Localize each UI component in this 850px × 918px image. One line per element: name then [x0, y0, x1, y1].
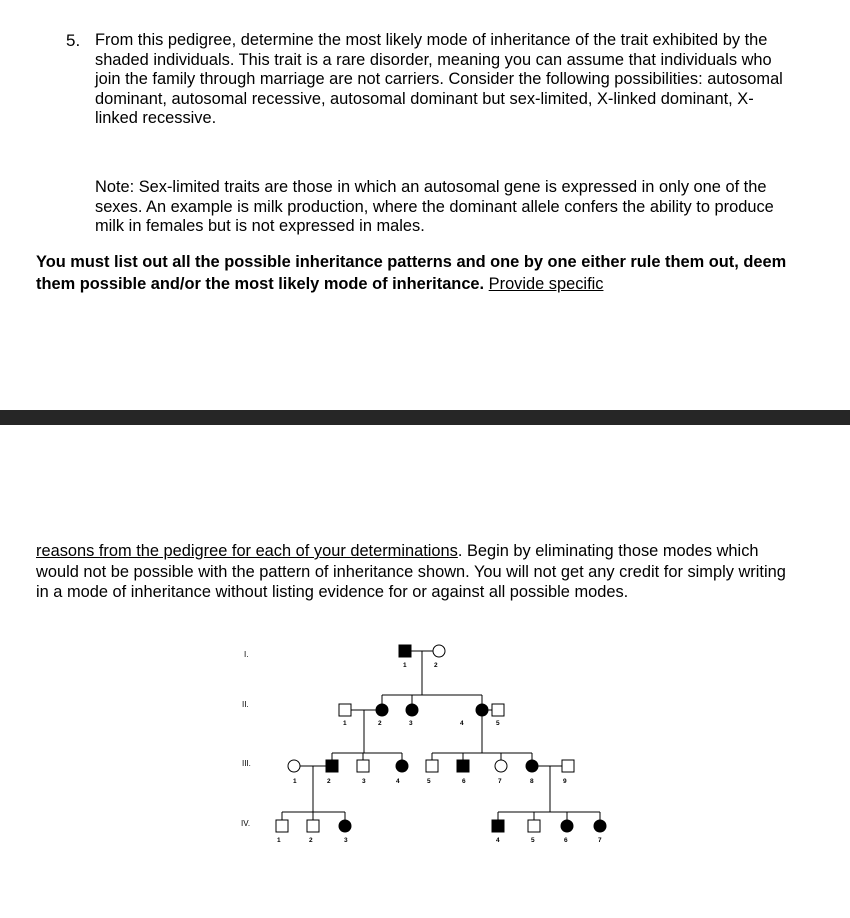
individual-iii-9: [562, 760, 574, 772]
index-iii-7: 7: [498, 778, 502, 785]
generation-label-i: I.: [244, 650, 249, 659]
question-number: 5.: [66, 31, 81, 50]
instructions-continued: [36, 541, 796, 603]
question-text: From this pedigree, determine the most likely mode of inheritance of the trait exhibited by the shaded individuals. This trait is a rare disorder, meaning you can assume that individuals who join the family through marriage are not carriers. Consider the following possibilities: autosomal dominant, autosomal recessive, autosomal dominant but sex-limited, X-linked dominant, X-linked recessive.: [95, 31, 783, 128]
individual-iii-4: [396, 760, 408, 772]
individual-iii-8: [526, 760, 538, 772]
individual-ii-1: [339, 704, 351, 716]
pedigree-chart: [0, 630, 850, 850]
individual-iii-2: [326, 760, 338, 772]
individual-iv-5: [528, 820, 540, 832]
index-iii-3: 3: [362, 778, 366, 785]
individual-i-2: [433, 645, 445, 657]
individual-ii-5: [492, 704, 504, 716]
individual-i-1: [399, 645, 411, 657]
index-iv-1: 1: [277, 837, 281, 844]
instructions: [36, 252, 796, 295]
index-iii-1: 1: [293, 778, 297, 785]
index-ii-1: 1: [343, 720, 347, 727]
index-ii-3: 3: [409, 720, 413, 727]
individual-ii-4: [476, 704, 488, 716]
generation-label-iv: IV.: [241, 819, 251, 828]
individual-iv-1: [276, 820, 288, 832]
individual-iv-7: [594, 820, 606, 832]
pedigree-lines: [282, 651, 600, 820]
individual-iv-2: [307, 820, 319, 832]
continued-underlined: reasons from the pedigree for each of your determinations: [36, 542, 458, 560]
index-iii-9: 9: [563, 778, 567, 785]
index-iv-3: 3: [344, 837, 348, 844]
index-iii-4: 4: [396, 778, 400, 785]
page-divider-bar: [0, 410, 850, 425]
index-iv-2: 2: [309, 837, 313, 844]
index-i-1: 1: [403, 662, 407, 669]
index-iv-7: 7: [598, 837, 602, 844]
index-iv-5: 5: [531, 837, 535, 844]
individual-iv-6: [561, 820, 573, 832]
index-iii-8: 8: [530, 778, 534, 785]
individual-iii-5: [426, 760, 438, 772]
index-iii-6: 6: [462, 778, 466, 785]
instructions-bold: You must list out all the possible inheritance patterns and one by one either rule them out, deem them possible and/or the most likely mode of inheritance.: [36, 253, 787, 293]
sex-limited-note: Note: Sex-limited traits are those in which an autosomal gene is expressed in only one of the sexes. An example is milk production, where the dominant allele confers the ability to produce milk in females but is not expressed in males.: [95, 178, 774, 236]
index-iii-2: 2: [327, 778, 331, 785]
index-ii-5: 5: [496, 720, 500, 727]
individual-ii-2: [376, 704, 388, 716]
index-ii-4: 4: [460, 720, 464, 727]
individual-ii-3: [406, 704, 418, 716]
generation-label-iii: III.: [242, 759, 251, 768]
individual-iii-3: [357, 760, 369, 772]
generation-label-ii: II.: [242, 700, 249, 709]
index-iii-5: 5: [427, 778, 431, 785]
instructions-underlined: Provide specific: [488, 274, 604, 293]
individual-iii-1: [288, 760, 300, 772]
index-i-2: 2: [434, 662, 438, 669]
individual-iii-7: [495, 760, 507, 772]
index-iv-4: 4: [496, 837, 500, 844]
index-iv-6: 6: [564, 837, 568, 844]
question-5: [66, 31, 796, 129]
individual-iv-4: [492, 820, 504, 832]
continued-text: . Begin by eliminating those modes which would not be possible with the pattern of inheritance shown. You will not get any credit for simply writing in a mode of inheritance without listing evidence for or against all possible modes.: [36, 542, 786, 602]
index-ii-2: 2: [378, 720, 382, 727]
individual-iii-6: [457, 760, 469, 772]
individual-iv-3: [339, 820, 351, 832]
